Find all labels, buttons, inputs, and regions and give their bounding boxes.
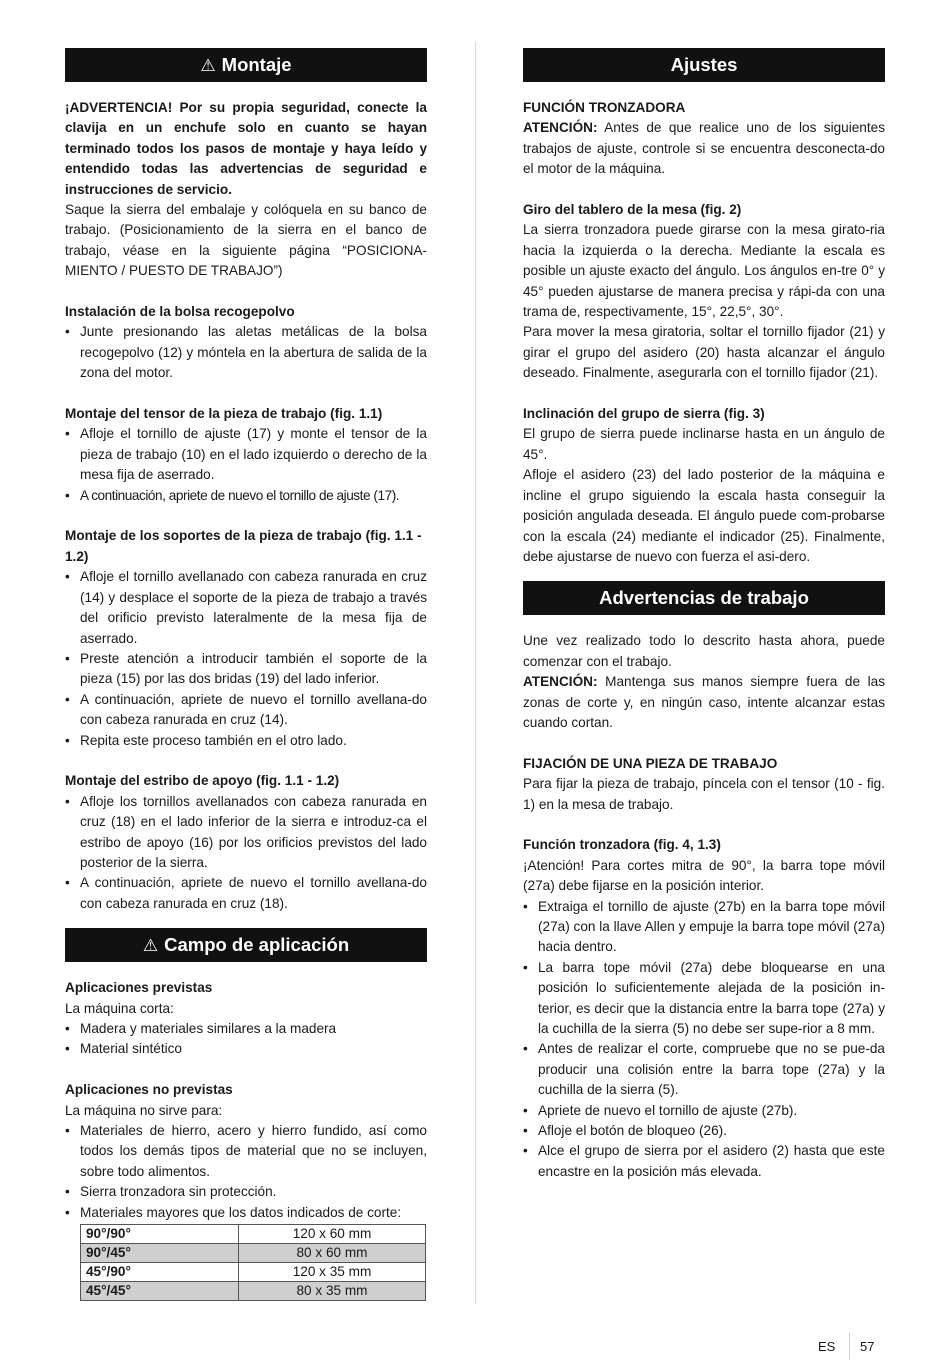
tronzadora-intro: ¡Atención! Para cortes mitra de 90°, la barra tope móvil (27a) debe fijarse en la posición interior. xyxy=(523,857,885,894)
advertencias-atencion xyxy=(523,672,885,733)
page-footer xyxy=(818,1333,898,1359)
list-item: • Afloje el tornillo avellanado con cabeza ranurada en cruz (14) y desplace el soporte de la pieza de trabajo a través del orificio previsto lateralmente de la mesa fija de aserrado. xyxy=(65,567,427,649)
montaje-title: Montaje xyxy=(221,54,292,75)
angle-cell: 45°/45° xyxy=(81,1282,239,1301)
language-code: ES xyxy=(818,1339,836,1354)
montaje-intro: Saque la sierra del embalaje y colóquela en su banco de trabajo. (Posicionamiento de la sierra en el banco de trabajo, véase en la siguiente página “POSICIONA-MIENTO / PUESTO DE TRABAJO”) xyxy=(65,202,427,279)
advertencias-header: Advertencias de trabajo xyxy=(523,581,885,615)
inclinacion-p2: Afloje el asidero (23) del lado posterior de la máquina e incline el grupo siguiendo la escala hasta conseguir la posición angulada deseada. El ángulo puede com-probarse con la escala (24) mediante el indicador (25). Finalmente, debe ajustarse de nuevo con fuerza el asi-dero. xyxy=(523,467,885,564)
previstas-intro: La máquina corta: xyxy=(65,1000,174,1016)
funcion-heading: FUNCIÓN TRONZADORA xyxy=(523,100,686,115)
list-item: • Alce el grupo de sierra por el asidero (2) hasta que este encastre en la posición más elevada. xyxy=(523,1141,885,1182)
campo-title: Campo de aplicación xyxy=(164,934,350,956)
montaje-header xyxy=(65,48,427,82)
list-item: • Sierra tronzadora sin protección. xyxy=(65,1182,427,1202)
bolsa-heading: Instalación de la bolsa recogepolvo xyxy=(65,304,295,320)
warning-icon: ⚠ xyxy=(142,936,159,956)
list-item: • Afloje el tornillo de ajuste (17) y monte el tensor de la pieza de trabajo (10) en el lado izquierdo o derecho de la mesa fija de aserrado. xyxy=(65,424,427,485)
list-item: • Materiales mayores que los datos indicados de corte: xyxy=(65,1203,427,1223)
list-item: • Repita este proceso también en el otro lado. xyxy=(65,731,427,751)
giro-p1: La sierra tronzadora puede girarse con la mesa girato-ria hacia la izquierda o la derecha. Mediante la escala es posible un ajuste exacto del ángulo. Los ángulos en-tre 0° y 45° pueden ajustarse de manera precisa y rápi-da con una trama de, respectivamente, 15°, 22,5°, 30°. xyxy=(523,222,885,320)
list-item: • Material sintético xyxy=(65,1039,427,1059)
previstas-heading: Aplicaciones previstas xyxy=(65,980,213,996)
table-row xyxy=(81,1282,426,1301)
tronzadora-list xyxy=(523,897,885,1183)
list-item: • A continuación, apriete de nuevo el tornillo de ajuste (17). xyxy=(65,486,427,506)
angle-cell: 90°/45° xyxy=(81,1244,239,1263)
angle-cell: 45°/90° xyxy=(81,1263,239,1282)
tensor-heading: Montaje del tensor de la pieza de trabajo (fig. 1.1) xyxy=(65,406,383,422)
atencion-text: Mantenga sus manos siempre fuera de las zonas de corte y, en ningún caso, intente alcanzar estas cuando cortan. xyxy=(523,674,885,730)
list-item: • Afloje los tornillos avellanados con cabeza ranurada en cruz (18) en el lado inferior de la sierra e introduz-ca el estribo de apoyo (16) por los orificios previstos del lado posterior de la sierra. xyxy=(65,792,427,874)
no-previstas-list xyxy=(65,1121,427,1223)
ajustes-header: Ajustes xyxy=(523,48,885,82)
soportes-list xyxy=(65,567,427,751)
angle-cell: 90°/90° xyxy=(81,1225,239,1244)
table-row xyxy=(81,1244,426,1263)
estribo-heading: Montaje del estribo de apoyo (fig. 1.1 - 1.2) xyxy=(65,773,340,789)
soportes-heading: Montaje de los soportes de la pieza de trabajo (fig. 1.1 - 1.2) xyxy=(65,528,422,564)
size-cell: 80 x 60 mm xyxy=(239,1244,426,1263)
atencion-label: ATENCIÓN: xyxy=(523,674,598,690)
bolsa-list xyxy=(65,322,427,383)
previstas-list xyxy=(65,1019,427,1060)
size-cell: 80 x 35 mm xyxy=(239,1282,426,1301)
size-cell: 120 x 60 mm xyxy=(239,1225,426,1244)
list-item: • Preste atención a introducir también el soporte de la pieza (15) por las dos bridas (19) del lado inferior. xyxy=(65,649,427,690)
inclinacion-heading: Inclinación del grupo de sierra (fig. 3) xyxy=(523,406,765,422)
no-previstas-heading: Aplicaciones no previstas xyxy=(65,1082,233,1098)
inclinacion-p1: El grupo de sierra puede inclinarse hasta en un ángulo de 45°. xyxy=(523,426,885,462)
footer-divider xyxy=(849,1333,850,1359)
list-item: • Apriete de nuevo el tornillo de ajuste (27b). xyxy=(523,1101,885,1121)
advertencias-p1: Une vez realizado todo lo descrito hasta ahora, puede comenzar con el trabajo. xyxy=(523,633,885,669)
cut-dimensions-table xyxy=(80,1224,426,1301)
list-item: • A continuación, apriete de nuevo el tornillo avellana-do con cabeza ranurada en cruz (14). xyxy=(65,690,427,731)
no-previstas-intro: La máquina no sirve para: xyxy=(65,1102,223,1118)
right-column xyxy=(523,48,885,1182)
list-item: • Antes de realizar el corte, compruebe que no se pue-da producir una colisión entre la barra tope (27a) y la cuchilla de la sierra (5). xyxy=(523,1039,885,1100)
atencion-text: Antes de que realice uno de los siguientes trabajos de ajuste, controle si se encuentra desconecta-do el motor de la máquina. xyxy=(523,120,885,177)
montaje-warning: ¡ADVERTENCIA! Por su propia seguridad, conecte la clavija en un enchufe solo en cuanto se hayan terminado todos los pasos de montaje y haya leído y entendido todas las advertencias de seguridad e instrucciones de servicio. xyxy=(65,100,427,197)
left-column xyxy=(65,48,427,1301)
campo-header xyxy=(65,928,427,962)
table-row xyxy=(81,1263,426,1282)
giro-heading: Giro del tablero de la mesa (fig. 2) xyxy=(523,202,742,218)
list-item: • Junte presionando las aletas metálicas de la bolsa recogepolvo (12) y móntela en la abertura de salida de la zona del motor. xyxy=(65,322,427,383)
size-cell: 120 x 35 mm xyxy=(239,1263,426,1282)
ajustes-atencion xyxy=(523,118,885,179)
giro-p2: Para mover la mesa giratoria, soltar el tornillo fijador (21) y girar el grupo del asidero (20) hasta alcanzar el ángulo deseado. Finalmente, asegurarla con el tornillo fijador (21). xyxy=(523,324,885,381)
warning-icon: ⚠ xyxy=(200,56,216,75)
table-row xyxy=(81,1225,426,1244)
page-number: 57 xyxy=(860,1339,875,1354)
list-item: • Madera y materiales similares a la madera xyxy=(65,1019,427,1039)
list-item: • La barra tope móvil (27a) debe bloquearse en una posición lo suficientemente alejada de la posición in-terior, es decir que la distancia entre la barra tope (27a) y la cuchilla de la sierra (5) no debe ser supe-rior a 8 mm. xyxy=(523,958,885,1040)
list-item: • Afloje el botón de bloqueo (26). xyxy=(523,1121,885,1141)
tensor-list xyxy=(65,424,427,506)
list-item: • Materiales de hierro, acero y hierro fundido, así como todos los demás tipos de material que no se incluyen, sobre todo alimentos. xyxy=(65,1121,427,1182)
tronzadora-heading: Función tronzadora (fig. 4, 1.3) xyxy=(523,837,721,853)
list-item: • Extraiga el tornillo de ajuste (27b) en la barra tope móvil (27a) con la llave Allen y empuje la barra tope móvil (27a) hacia dentro. xyxy=(523,897,885,958)
list-item: • A continuación, apriete de nuevo el tornillo avellana-do con cabeza ranurada en cruz (18). xyxy=(65,873,427,914)
fijacion-text: Para fijar la pieza de trabajo, píncela con el tensor (10 - fig. 1) en la mesa de trabajo. xyxy=(523,776,885,812)
fijacion-heading: FIJACIÓN DE UNA PIEZA DE TRABAJO xyxy=(523,755,778,771)
column-divider xyxy=(475,42,476,1304)
estribo-list xyxy=(65,792,427,914)
atencion-label: ATENCIÓN: xyxy=(523,120,598,136)
